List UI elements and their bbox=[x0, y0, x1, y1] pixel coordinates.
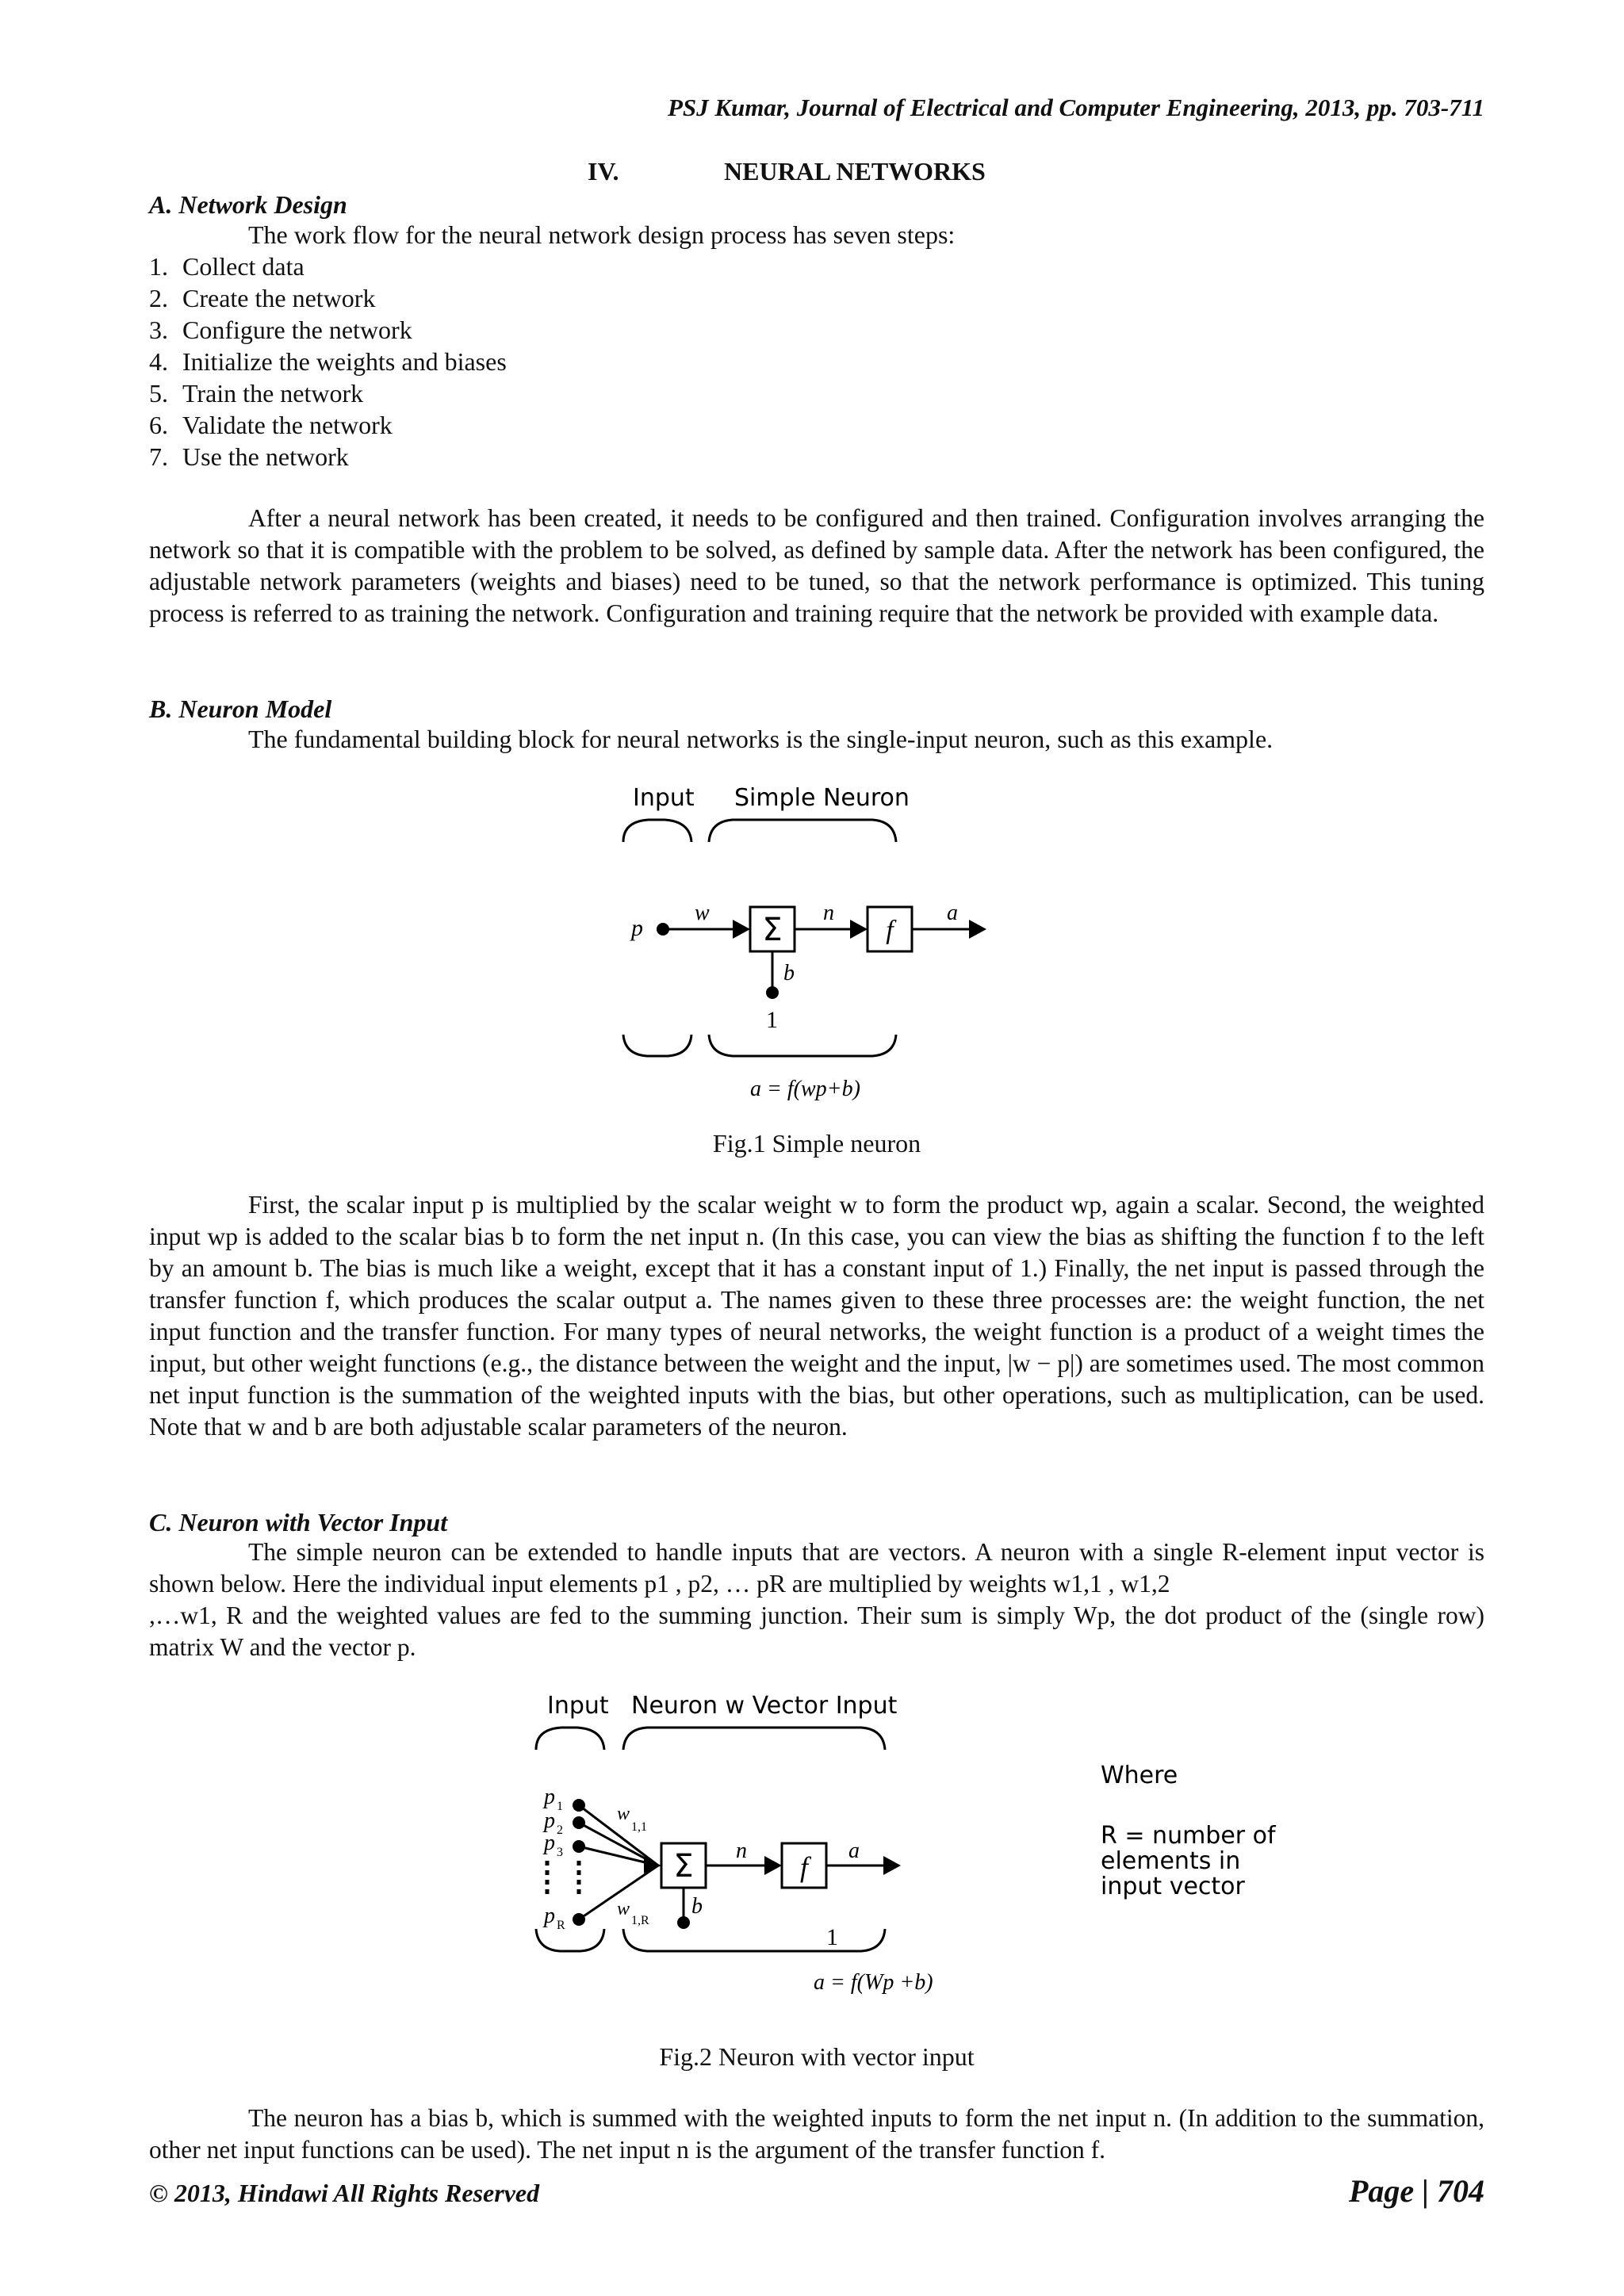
svg-text:a: a bbox=[848, 1839, 860, 1863]
svg-text:R = number of: R = number of bbox=[1101, 1822, 1276, 1850]
svg-text:1,R: 1,R bbox=[631, 1914, 649, 1927]
paragraph-vector-input-2: ,…w1, R and the weighted values are fed to the summing junction. Their sum is simply Wp, the dot product of the (single row) matrix W and the vector p. bbox=[149, 1601, 1484, 1661]
svg-text:input vector: input vector bbox=[1101, 1873, 1245, 1900]
list-item: 2. Create the network bbox=[149, 284, 376, 312]
section-number: IV. bbox=[588, 157, 619, 186]
svg-text:p: p bbox=[544, 1831, 555, 1855]
svg-text:b: b bbox=[691, 1894, 703, 1919]
list-item: 4. Initialize the weights and biases bbox=[149, 347, 507, 376]
svg-text:p: p bbox=[544, 1808, 555, 1833]
subsection-a-intro: The work flow for the neural network design process has seven steps: bbox=[248, 220, 956, 249]
svg-text:1: 1 bbox=[557, 1800, 563, 1813]
fig2-caption: Fig.2 Neuron with vector input bbox=[659, 2042, 975, 2071]
list-item: 5. Train the network bbox=[149, 379, 364, 408]
fig2-where: Where bbox=[1101, 1762, 1178, 1789]
steps-list bbox=[149, 251, 507, 473]
copyright: © 2013, Hindawi All Rights Reserved bbox=[149, 2179, 540, 2207]
fig1-a-label: a bbox=[947, 901, 958, 925]
fig2-equation: a = f(Wp +b) bbox=[814, 1970, 933, 1995]
svg-text:1: 1 bbox=[826, 1924, 838, 1950]
fig1-n-label: n bbox=[823, 901, 834, 925]
paragraph-vector-input-1: The simple neuron can be extended to handle inputs that are vectors. A neuron with a single R-element input vector is shown below. Here the individual input elements p1 , p2, … pR are multiplied by weights w1,1 , w1,2 bbox=[149, 1538, 1484, 1598]
svg-text:w: w bbox=[617, 1804, 630, 1824]
fig1-bias-node bbox=[766, 986, 779, 999]
svg-text:f: f bbox=[799, 1851, 809, 1883]
list-item: 7. Use the network bbox=[149, 442, 349, 471]
fig1-one-label: 1 bbox=[766, 1007, 778, 1033]
fig2-neuron-label: Neuron w Vector Input bbox=[631, 1692, 898, 1720]
svg-text:2: 2 bbox=[557, 1823, 563, 1837]
fig1-neuron-brace-top bbox=[709, 820, 896, 842]
fig1-f: f bbox=[886, 916, 894, 945]
section-name: NEURAL NETWORKS bbox=[724, 157, 986, 186]
svg-text:Σ: Σ bbox=[673, 1848, 694, 1885]
section-title bbox=[588, 157, 986, 186]
svg-text:p: p bbox=[544, 1785, 555, 1809]
vector-input-neuron-diagram bbox=[528, 1685, 1305, 2018]
fig1-w-label: w bbox=[695, 901, 710, 925]
subsection-b-title: B. Neuron Model bbox=[149, 695, 332, 723]
list-item: 6. Validate the network bbox=[149, 411, 393, 439]
svg-text:R: R bbox=[557, 1919, 565, 1932]
fig1-input-label: Input bbox=[633, 784, 695, 812]
fig2-input-label: Input bbox=[547, 1692, 609, 1720]
fig1-sigma: Σ bbox=[762, 912, 783, 948]
fig1-arrow-head bbox=[733, 920, 750, 939]
subsection-c-title: C. Neuron with Vector Input bbox=[149, 1508, 448, 1536]
svg-text:p: p bbox=[544, 1904, 555, 1928]
fig1-neuron-label: Simple Neuron bbox=[734, 784, 910, 812]
svg-text:1,1: 1,1 bbox=[631, 1820, 647, 1834]
list-item: 3. Configure the network bbox=[149, 316, 412, 344]
subsection-a-title: A. Network Design bbox=[149, 190, 347, 219]
simple-neuron-diagram bbox=[615, 777, 1139, 1110]
fig1-input-brace-top bbox=[623, 820, 691, 842]
paragraph-neuron-model: First, the scalar input p is multiplied by the scalar weight w to form the product wp, again a scalar. Second, the weighted input wp is added to the scalar bias b to form the net input n. (In this case, you can view the bias as shifting the function f to the left by an amount b. The bias is much like a weight, except that it has a constant input of 1.) Finally, the net input is passed through the transfer function f, which produces the scalar output a. The names given to these three processes are: the weight function, the net input function and the transfer function. For many types of neural networks, the weight function is a product of a weight times the input, but other weight functions (e.g., the distance between the weight and the input, |w − p|) are sometimes used. The most common net input function is the summation of the weighted inputs with the bias, but other operations, such as multiplication, can be used. Note that w and b are both adjustable scalar parameters of the neuron. bbox=[149, 1191, 1484, 1441]
svg-text:n: n bbox=[736, 1839, 747, 1863]
running-header: PSJ Kumar, Journal of Electrical and Computer Engineering, 2013, pp. 703-711 bbox=[667, 94, 1484, 121]
subsection-b-intro: The fundamental building block for neural networks is the single-input neuron, such as this example. bbox=[248, 725, 1274, 753]
list-item: 1. Collect data bbox=[149, 252, 304, 281]
svg-text:w: w bbox=[617, 1899, 630, 1919]
fig1-caption: Fig.1 Simple neuron bbox=[712, 1129, 921, 1158]
fig1-b-label: b bbox=[783, 961, 795, 985]
fig1-p-label: p bbox=[631, 915, 643, 941]
page-number: Page | 704 bbox=[1349, 2173, 1484, 2209]
svg-text:elements in: elements in bbox=[1101, 1847, 1241, 1875]
svg-text:3: 3 bbox=[557, 1846, 563, 1859]
paragraph-configuration: After a neural network has been created, it needs to be configured and then trained. Configuration involves arranging the network so that it is compatible with the problem to be solved, as defined by sample data. After the network has been configured, the adjustable network parameters (weights and biases) need to be tuned, so that the network performance is optimized. This tuning process is referred to as training the network. Configuration and training require that the network be provided with example data. bbox=[149, 504, 1484, 627]
fig1-equation: a = f(wp+b) bbox=[750, 1077, 860, 1101]
paragraph-bias: The neuron has a bias b, which is summed with the weighted inputs to form the net input n. (In addition to the summation, other net input functions can be used). The net input n is the argument of the transfer function f. bbox=[149, 2104, 1484, 2164]
